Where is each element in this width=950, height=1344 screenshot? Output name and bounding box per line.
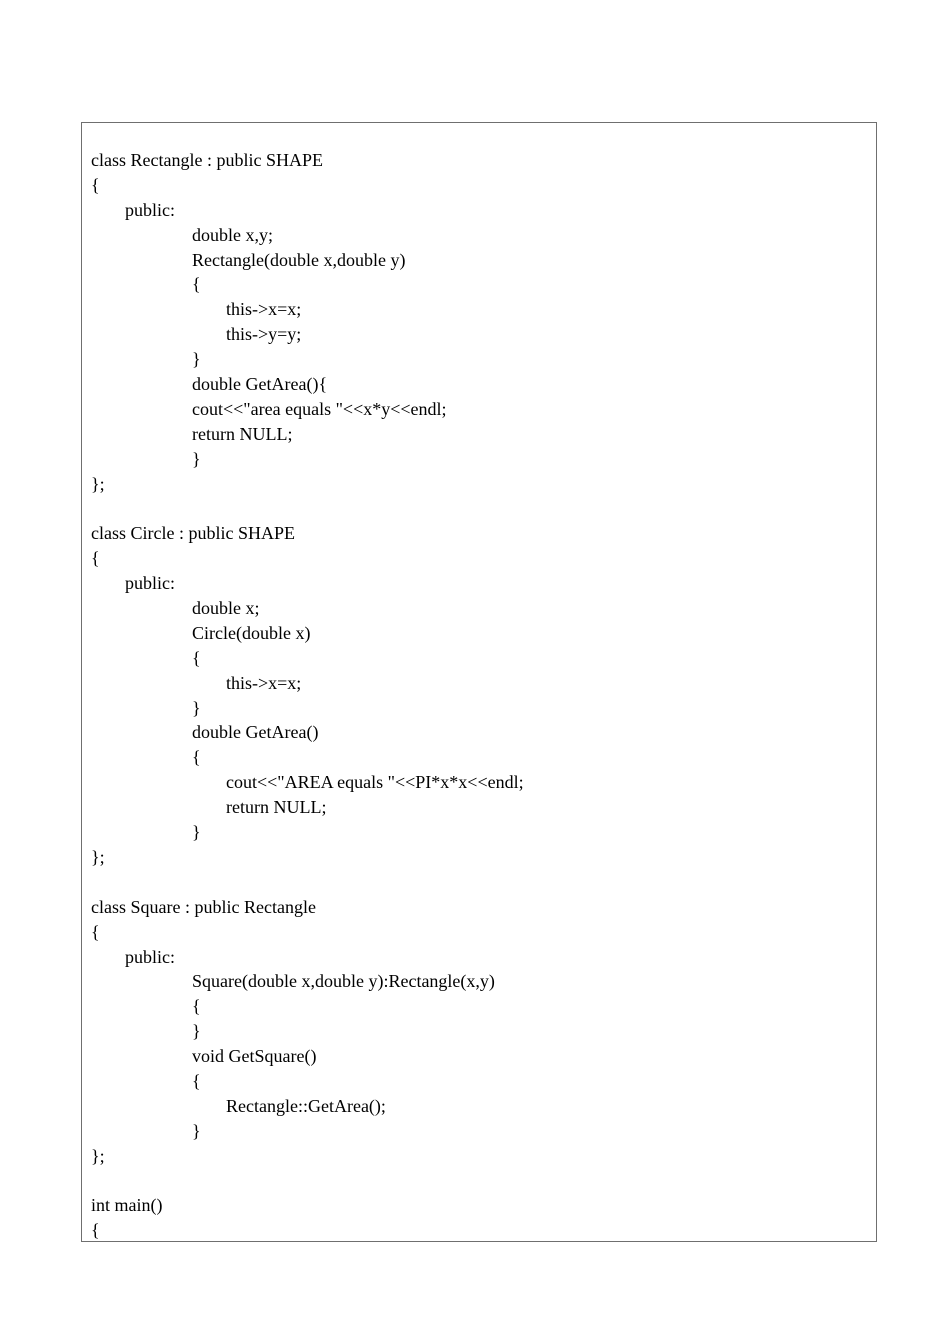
code-line: return NULL;	[192, 423, 293, 444]
code-line: this->x=x;	[226, 672, 302, 693]
code-line: {	[192, 647, 201, 668]
code-line: }	[192, 448, 201, 469]
code-line: {	[91, 548, 100, 569]
code-line: {	[192, 274, 201, 295]
code-line: Rectangle::GetArea();	[226, 1095, 386, 1116]
code-line: };	[91, 473, 105, 494]
code-line: public:	[125, 946, 175, 967]
code-line: }	[192, 697, 201, 718]
code-line: {	[192, 1070, 201, 1091]
code-line: {	[192, 996, 201, 1017]
code-line: {	[91, 921, 100, 942]
code-line: Square(double x,double y):Rectangle(x,y)	[192, 971, 495, 992]
code-line: };	[91, 846, 105, 867]
code-line: double GetArea(){	[192, 374, 328, 395]
code-line	[91, 1169, 524, 1194]
code-block	[81, 122, 877, 1242]
code-line: public:	[125, 573, 175, 594]
code-lines	[91, 148, 524, 1242]
code-line: return NULL;	[226, 797, 327, 818]
code-line: cout<<"AREA equals "<<PI*x*x<<endl;	[226, 772, 524, 793]
code-line: this->x=x;	[226, 299, 302, 320]
code-line: this->y=y;	[226, 324, 302, 345]
code-line: {	[192, 747, 201, 768]
code-line: Rectangle(double x,double y)	[192, 249, 406, 270]
code-line: }	[192, 349, 201, 370]
code-line: cout<<"area equals "<<x*y<<endl;	[192, 398, 447, 419]
code-line: int main()	[91, 1195, 163, 1216]
code-line: class Square : public Rectangle	[91, 896, 316, 917]
code-line: {	[91, 1220, 100, 1241]
code-line	[91, 870, 524, 895]
code-line: {	[91, 174, 100, 195]
code-line: }	[192, 1021, 201, 1042]
code-line: public:	[125, 199, 175, 220]
code-line	[91, 496, 524, 521]
code-line: }	[192, 1120, 201, 1141]
code-line: void GetSquare()	[192, 1046, 317, 1067]
code-line: class Rectangle : public SHAPE	[91, 150, 323, 170]
code-line: double x;	[192, 598, 260, 619]
code-line: double GetArea()	[192, 722, 319, 743]
code-line: }	[192, 822, 201, 843]
code-line: Circle(double x)	[192, 622, 311, 643]
code-line: class Circle : public SHAPE	[91, 523, 295, 544]
code-line: double x,y;	[192, 224, 273, 245]
code-line: };	[91, 1145, 105, 1166]
